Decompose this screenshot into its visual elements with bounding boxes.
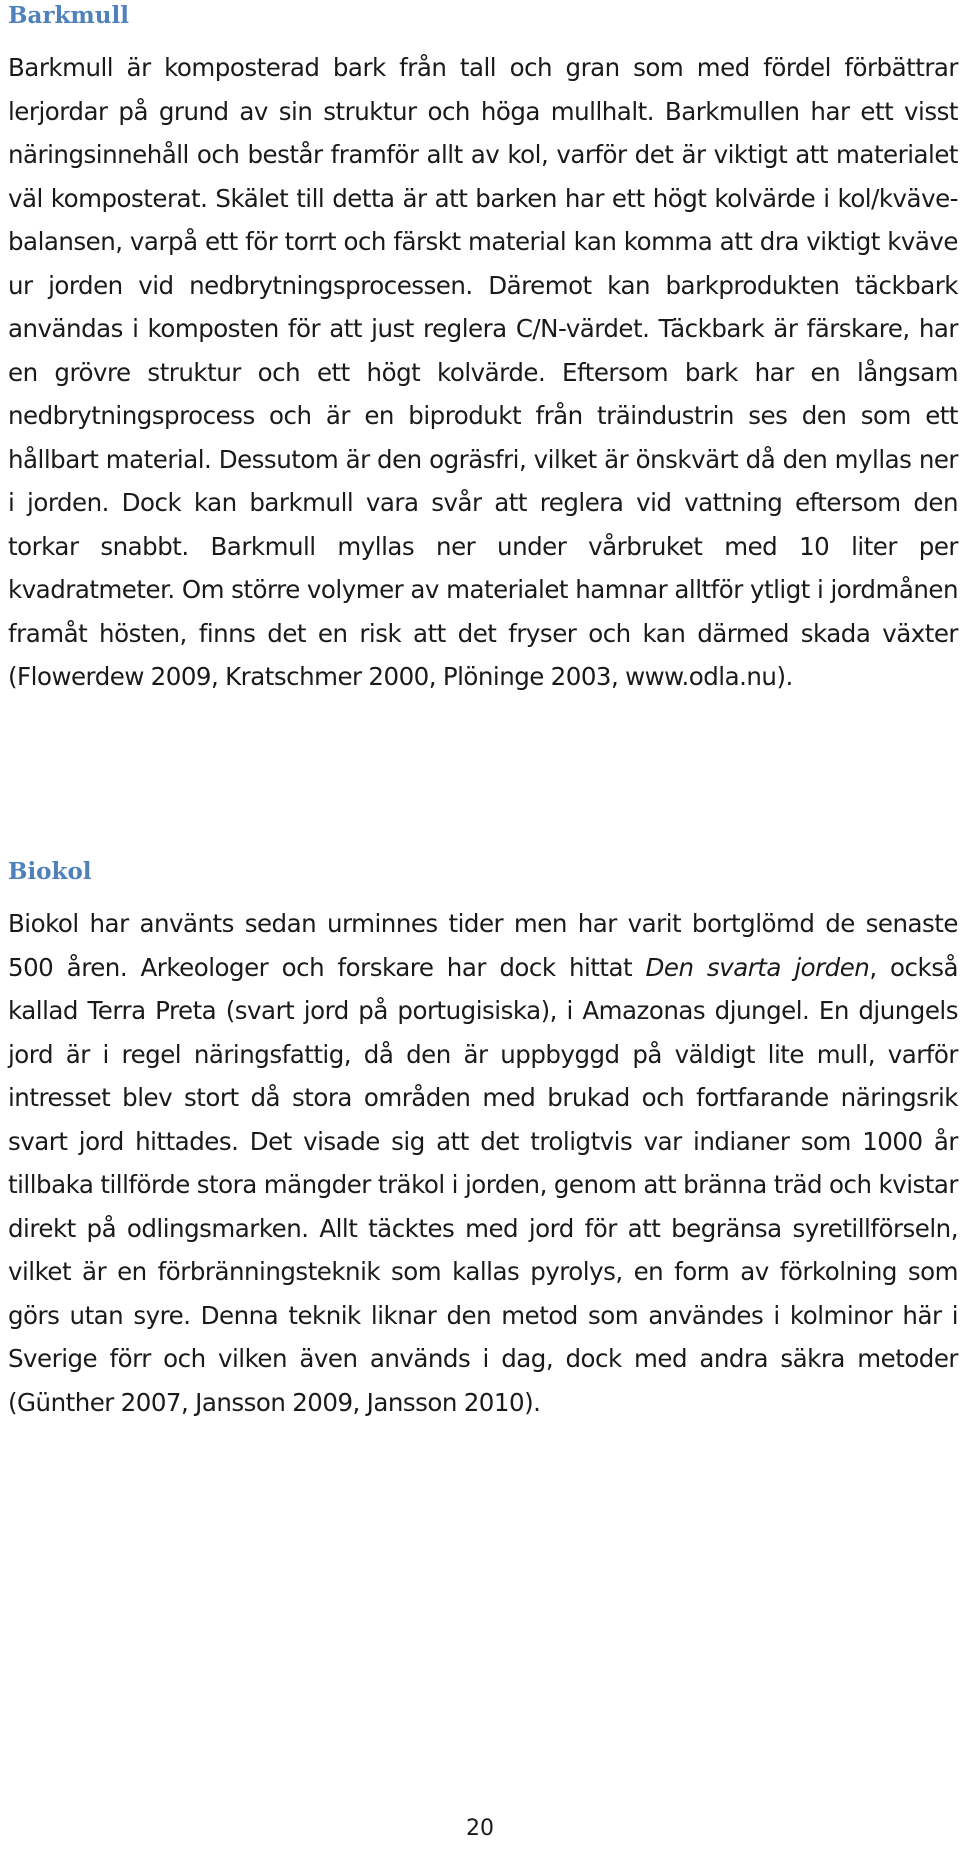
italic-term: Den svarta jorden bbox=[645, 952, 870, 982]
paragraph-text: Biokol har använts sedan urminnes tider men har varit bortglömd de senaste 500 åren. Arkeologer och forskare har dock hittat bbox=[8, 909, 958, 982]
section-heading: Biokol bbox=[8, 858, 92, 885]
section-biokol bbox=[8, 856, 958, 1424]
section-paragraph: Barkmull är komposterad bark från tall och gran som med fördel förbättrar lerjordar på grund av sin struktur och höga mullhalt. Barkmullen har ett visst näringsinnehåll och består framför allt av kol, varför det är viktigt att materialet väl komposterat. Skälet till detta är att barken har ett högt kolvärde i kol/kväve-balansen, varpå ett för torrt och färskt material kan komma att dra viktigt kväve ur jorden vid nedbrytningsprocessen. Däremot kan barkprodukten täckbark användas i komposten för att just reglera C/N-värdet. Täckbark är färskare, har en grövre struktur och ett högt kolvärde. Eftersom bark har en långsam nedbrytningsprocess och är en biprodukt från träindustrin ses den som ett hållbart material. Dessutom är den ogräsfri, vilket är önskvärt då den myllas ner i jorden. Dock kan barkmull vara svår att reglera vid vattning eftersom den torkar snabbt. Barkmull myllas ner under vårbruket med 10 liter per kvadratmeter. Om större volymer av materialet hamnar alltför ytligt i jordmånen framåt hösten, finns det en risk att det fryser och kan därmed skada växter (Flowerdew 2009, Kratschmer 2000, Plöninge 2003, www.odla.nu). bbox=[8, 53, 958, 691]
paragraph-text: , också kallad Terra Preta (svart jord på portugisiska), i Amazonas djungel. En djungels jord är i regel näringsfattig, då den är uppbyggd på väldigt lite mull, varför intresset blev stort då stora områden med brukad och fortfarande näringsrik svart jord hittades. Det visade sig att det troligtvis var indianer som 1000 år tillbaka tillförde stora mängder träkol i jorden, genom att bränna träd och kvistar direkt på odlingsmarken. Allt täcktes med jord för att begränsa syretillförseln, vilket är en förbränningsteknik som kallas pyrolys, en form av förkolning som görs utan syre. Denna teknik liknar den metod som användes i kolminor här i Sverige förr och vilken även används i dag, dock med andra säkra metoder (Günther 2007, Jansson 2009, Jansson 2010). bbox=[8, 952, 958, 1417]
section-paragraph bbox=[8, 902, 958, 1424]
section-heading: Barkmull bbox=[8, 2, 129, 29]
section-barkmull bbox=[8, 0, 958, 699]
page-number: 20 bbox=[466, 1816, 494, 1841]
